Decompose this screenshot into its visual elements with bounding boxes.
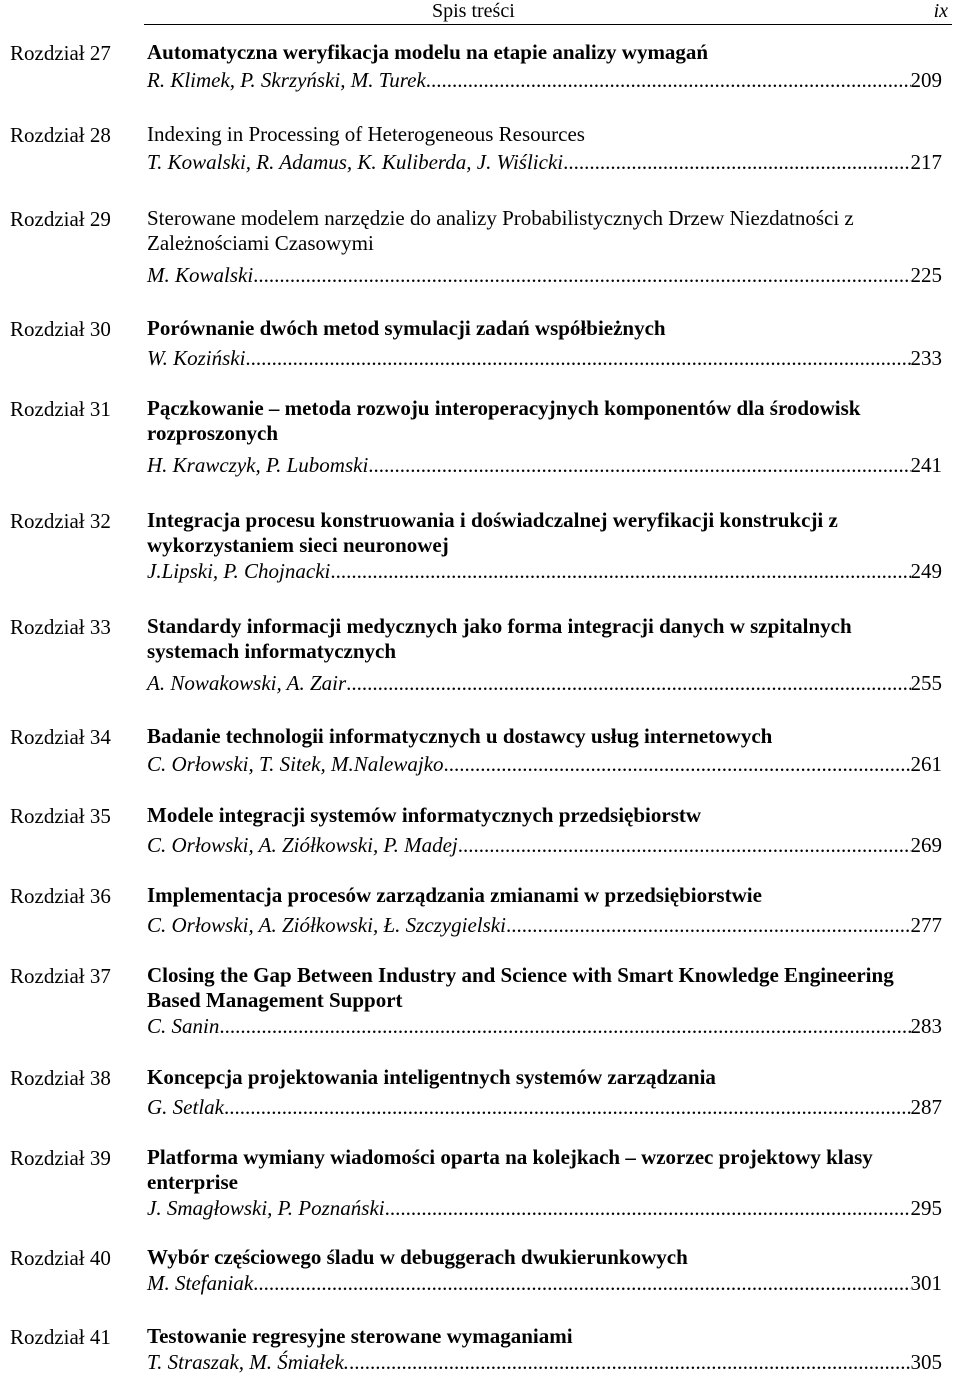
chapter-authors: J. Smagłowski, P. Poznański (147, 1196, 385, 1220)
chapter-label: Rozdział 35 (10, 804, 111, 828)
chapter-page: 261 (910, 752, 942, 776)
chapter-page: 209 (910, 68, 942, 92)
chapter-authors: C. Orłowski, A. Ziółkowski, P. Madej (147, 833, 458, 857)
chapter-label: Rozdział 38 (10, 1066, 111, 1090)
dot-leader (506, 912, 911, 938)
chapter-page: 233 (910, 346, 942, 370)
chapter-label: Rozdział 30 (10, 317, 111, 341)
chapter-authors: C. Orłowski, T. Sitek, M.Nalewajko (147, 752, 444, 776)
dot-leader (253, 1270, 910, 1296)
chapter-authors: M. Stefaniak (147, 1271, 254, 1295)
chapter-label: Rozdział 40 (10, 1246, 111, 1270)
chapter-page: 225 (910, 263, 942, 287)
dot-leader (224, 1094, 911, 1120)
dot-leader (458, 832, 911, 858)
chapter-page: 287 (910, 1095, 942, 1119)
dot-leader (385, 1195, 911, 1221)
chapter-title: Automatyczna weryfikacja modelu na etapie analizy wymagań (147, 40, 709, 64)
chapter-title: Closing the Gap Between Industry and Science with Smart Knowledge Engineering Based Management Support (147, 963, 894, 1012)
chapter-label: Rozdział 29 (10, 207, 111, 231)
chapter-page: 283 (910, 1014, 942, 1038)
chapter-title: Wybór częściowego śladu w debuggerach dwukierunkowych (147, 1245, 688, 1269)
chapter-title: Integracja procesu konstruowania i doświadczalnej weryfikacji konstrukcji z wykorzystaniem sieci neuronowej (147, 508, 838, 557)
chapter-label: Rozdział 36 (10, 884, 111, 908)
dot-leader (426, 67, 911, 93)
page-header (0, 0, 960, 26)
chapter-authors: C. Sanin (147, 1014, 220, 1038)
chapter-label: Rozdział 37 (10, 964, 111, 988)
running-title: Spis treści (432, 0, 515, 22)
chapter-authors: M. Kowalski (147, 263, 254, 287)
chapter-label: Rozdział 27 (10, 41, 111, 65)
chapter-label: Rozdział 39 (10, 1146, 111, 1170)
chapter-authors: A. Nowakowski, A. Zair (147, 671, 347, 695)
chapter-label: Rozdział 33 (10, 615, 111, 639)
dot-leader (444, 751, 911, 777)
chapter-title: Standardy informacji medycznych jako forma integracji danych w szpitalnych systemach informatycznych (147, 614, 852, 663)
chapter-authors: H. Krawczyk, P. Lubomski (147, 453, 369, 477)
chapter-title: Badanie technologii informatycznych u dostawcy usług internetowych (147, 724, 773, 748)
chapter-label: Rozdział 28 (10, 123, 111, 147)
chapter-label: Rozdział 31 (10, 397, 111, 421)
chapter-label: Rozdział 32 (10, 509, 111, 533)
chapter-authors: T. Kowalski, R. Adamus, K. Kuliberda, J. Wiślicki (147, 150, 564, 174)
chapter-page: 305 (910, 1350, 942, 1374)
chapter-title: Modele integracji systemów informatycznych przedsiębiorstw (147, 803, 702, 827)
chapter-page: 269 (910, 833, 942, 857)
chapter-label: Rozdział 41 (10, 1325, 111, 1349)
dot-leader (368, 452, 910, 478)
chapter-label: Rozdział 34 (10, 725, 111, 749)
dot-leader (253, 262, 910, 288)
chapter-title: Testowanie regresyjne sterowane wymaganiami (147, 1324, 573, 1348)
dot-leader (330, 558, 910, 584)
chapter-authors: R. Klimek, P. Skrzyński, M. Turek (147, 68, 426, 92)
dot-leader (245, 345, 910, 371)
dot-leader (346, 670, 910, 696)
dot-leader (563, 149, 910, 175)
chapter-authors: G. Setlak (147, 1095, 224, 1119)
chapter-authors: W. Koziński (147, 346, 246, 370)
chapter-authors: C. Orłowski, A. Ziółkowski, Ł. Szczygielski (147, 913, 506, 937)
chapter-title: Indexing in Processing of Heterogeneous Resources (147, 122, 585, 146)
chapter-title: Sterowane modelem narzędzie do analizy Probabilistycznych Drzew Niezdatności z Zależnościami Czasowymi (147, 206, 854, 255)
chapter-page: 241 (910, 453, 942, 477)
chapter-page: 295 (910, 1196, 942, 1220)
chapter-page: 217 (910, 150, 942, 174)
chapter-title: Koncepcja projektowania inteligentnych systemów zarządzania (147, 1065, 716, 1089)
header-rule (144, 24, 952, 25)
page-number: ix (933, 0, 948, 22)
chapter-title: Pączkowanie – metoda rozwoju interoperacyjnych komponentów dla środowisk rozproszonych (147, 396, 861, 445)
chapter-page: 277 (910, 913, 942, 937)
chapter-title: Platforma wymiany wiadomości oparta na kolejkach – wzorzec projektowy klasy enterprise (147, 1145, 873, 1194)
chapter-page: 255 (910, 671, 942, 695)
chapter-authors: T. Straszak, M. Śmiałek. (147, 1350, 350, 1374)
dot-leader (349, 1349, 910, 1375)
chapter-page: 249 (910, 559, 942, 583)
chapter-page: 301 (910, 1271, 942, 1295)
chapter-authors: J.Lipski, P. Chojnacki (147, 559, 331, 583)
chapter-title: Implementacja procesów zarządzania zmianami w przedsiębiorstwie (147, 883, 762, 907)
dot-leader (219, 1013, 910, 1039)
chapter-title: Porównanie dwóch metod symulacji zadań współbieżnych (147, 316, 666, 340)
